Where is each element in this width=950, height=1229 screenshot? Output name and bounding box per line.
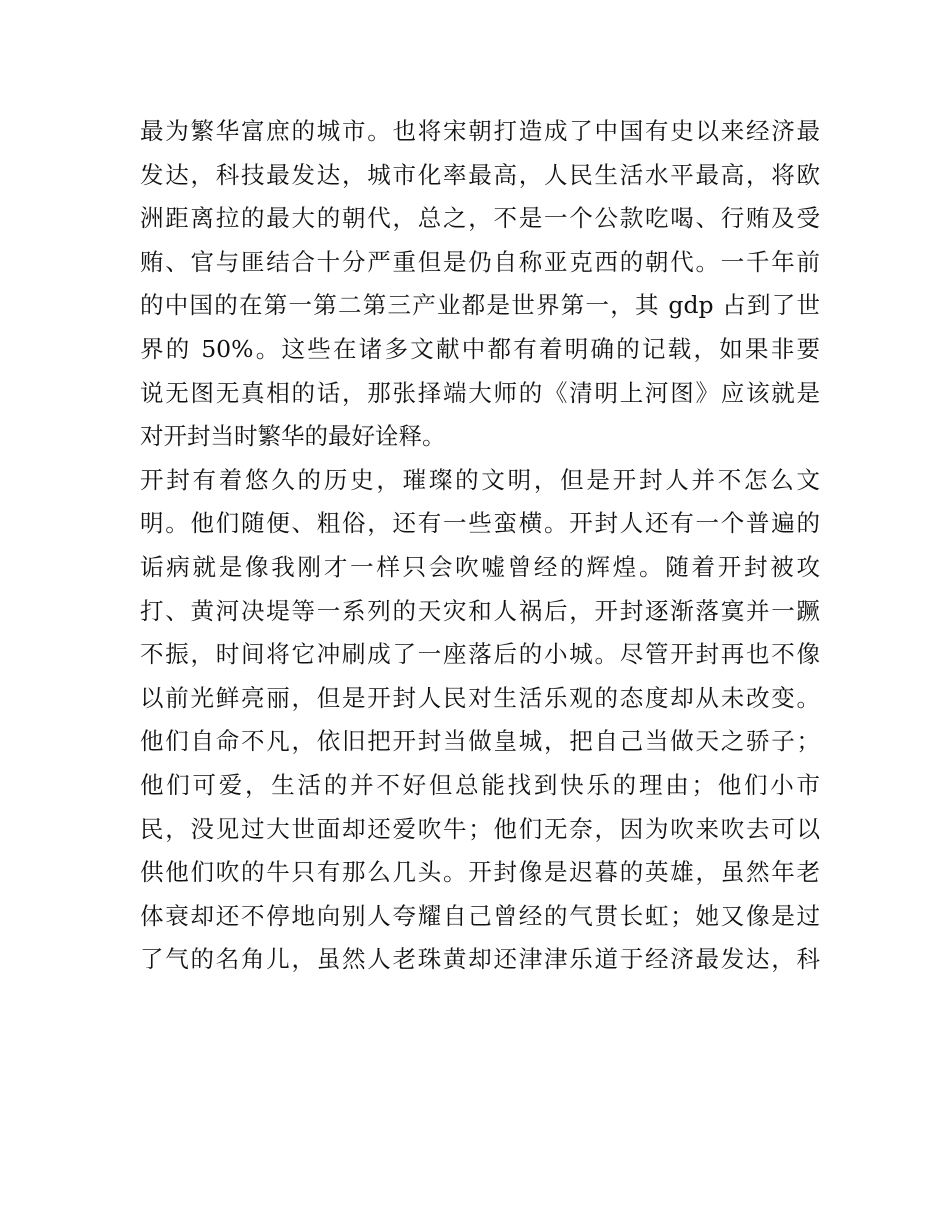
text-line: 贿、官与匪结合十分严重但是仍自称亚克西的朝代。一千年前 <box>140 247 820 276</box>
body-text <box>140 110 820 982</box>
text-line: 他们可爱，生活的并不好但总能找到快乐的理由；他们小市 <box>140 770 820 799</box>
text-line: 发达，科技最发达，城市化率最高，人民生活水平最高，将欧 <box>140 160 820 189</box>
text-line: 对开封当时繁华的最好诠释。 <box>140 422 446 451</box>
text-line: 了气的名角儿，虽然人老珠黄却还津津乐道于经济最发达，科 <box>140 945 820 974</box>
text-line: 他们自命不凡，依旧把开封当做皇城，把自己当做天之骄子； <box>140 727 820 756</box>
paragraph-2 <box>140 459 820 982</box>
text-line: 体衰却还不停地向别人夸耀自己曾经的气贯长虹；她又像是过 <box>140 901 820 930</box>
text-line: 明。他们随便、粗俗，还有一些蛮横。开封人还有一个普遍的 <box>140 509 820 538</box>
text-line: 诟病就是像我刚才一样只会吹嘘曾经的辉煌。随着开封被攻 <box>140 552 820 581</box>
text-line: 说无图无真相的话，那张择端大师的《清明上河图》应该就是 <box>140 378 820 407</box>
text-line: 洲距离拉的最大的朝代，总之，不是一个公款吃喝、行贿及受 <box>140 204 820 233</box>
text-line: 的中国的在第一第二第三产业都是世界第一，其 gdp 占到了世 <box>140 291 820 320</box>
text-line: 打、黄河决堤等一系列的天灾和人祸后，开封逐渐落寞并一蹶 <box>140 596 820 625</box>
paragraph-1 <box>140 110 820 459</box>
text-line: 最为繁华富庶的城市。也将宋朝打造成了中国有史以来经济最 <box>140 117 820 145</box>
text-line: 界的 50%。这些在诸多文献中都有着明确的记载，如果非要 <box>140 334 820 363</box>
text-line: 民，没见过大世面却还爱吹牛；他们无奈，因为吹来吹去可以 <box>140 814 820 843</box>
text-line: 开封有着悠久的历史，璀璨的文明，但是开封人并不怎么文 <box>140 465 820 494</box>
text-line: 以前光鲜亮丽，但是开封人民对生活乐观的态度却从未改变。 <box>140 683 820 712</box>
text-line: 不振，时间将它冲刷成了一座落后的小城。尽管开封再也不像 <box>140 640 820 669</box>
text-line: 供他们吹的牛只有那么几头。开封像是迟暮的英雄，虽然年老 <box>140 858 820 887</box>
